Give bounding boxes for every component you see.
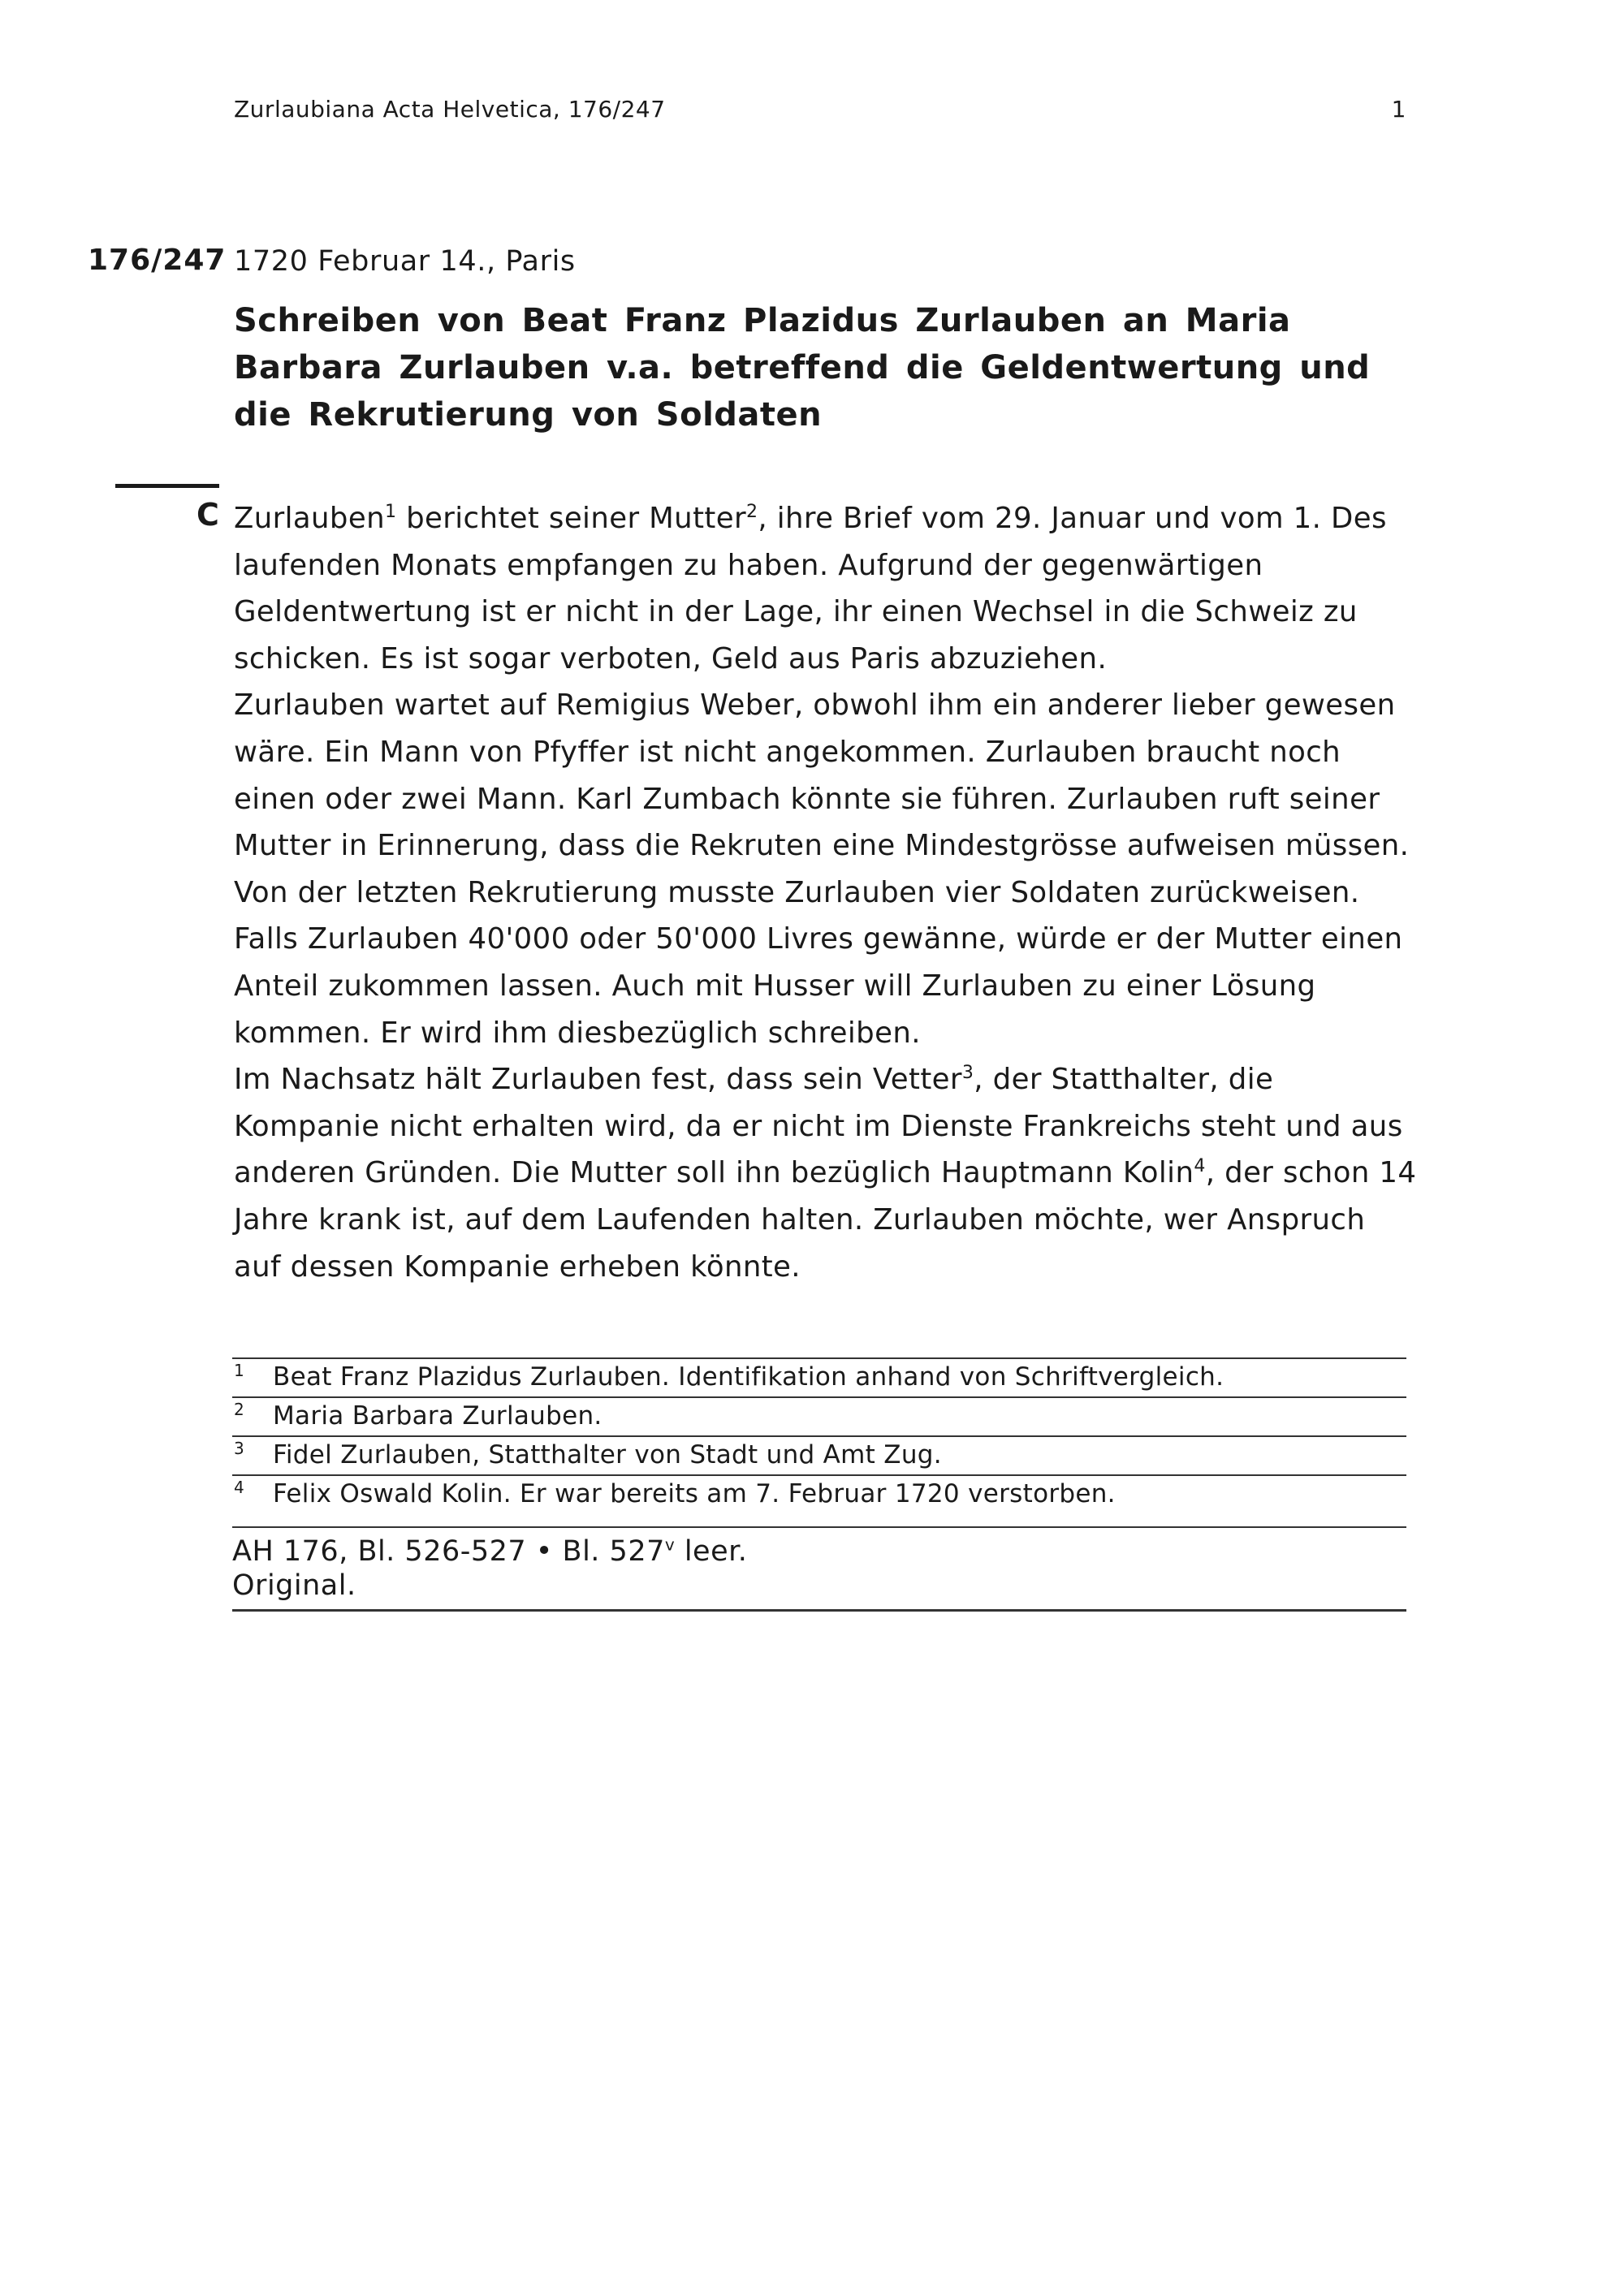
footnote (232, 1435, 1406, 1474)
footnote-number: 3 (234, 1439, 245, 1458)
document-title: Schreiben von Beat Franz Plazidus Zurlauben an Maria Barbara Zurlauben v.a. betreffend die Geldentwertung und die Rekrutierung von Soldaten (234, 302, 1371, 434)
footnote (232, 1474, 1406, 1513)
source-note: leer. (675, 1535, 748, 1568)
footnote-ref-1: 1 (385, 502, 397, 523)
footnote-ref-3: 3 (961, 1063, 974, 1084)
regest-paragraph-3 (234, 1056, 1419, 1290)
source-signature: AH 176, Bl. 526-527 • Bl. 527 (232, 1535, 665, 1568)
page-number: 1 (1391, 96, 1406, 123)
running-head (234, 96, 1406, 128)
regest-text: berichtet seiner Mutter (396, 502, 746, 535)
regest-text: , der schon 14 Jahre krank ist, auf dem Laufenden halten. Zurlauben möchte, wer Anspruch auf dessen Kompanie erheben könnte. (234, 1156, 1417, 1284)
regest-body (234, 495, 1419, 1290)
regest-text: Zurlauben (234, 502, 386, 535)
regest-paragraph-2: Zurlauben wartet auf Remigius Weber, obwohl ihm ein anderer lieber gewesen wäre. Ein Mann von Pfyffer ist nicht angekommen. Zurlauben braucht noch einen oder zwei Mann. Karl Zumbach könnte sie führen. Zurlauben ruft seiner Mutter in Erinnerung, dass die Rekruten eine Mindestgrösse aufweisen müssen. Von der letzten Rekrutierung musste Zurlauben vier Soldaten zurückweisen. Falls Zurlauben 40'000 oder 50'000 Livres gewänne, würde er der Mutter einen Anteil zukommen lassen. Auch mit Husser will Zurlauben zu einer Lösung kommen. Er wird ihm diesbezüglich schreiben. (234, 688, 1410, 1050)
source-line-1 (232, 1534, 1406, 1569)
source-reference (232, 1526, 1406, 1612)
footnote-text: Maria Barbara Zurlauben. (273, 1401, 603, 1431)
regest-paragraph-1 (234, 495, 1419, 682)
source-line-2: Original. (232, 1569, 356, 1602)
document-date-place: 1720 Februar 14., Paris (234, 245, 576, 278)
footnote-text: Beat Franz Plazidus Zurlauben. Identifikation anhand von Schriftvergleich. (273, 1362, 1224, 1392)
verso-mark: v (664, 1534, 676, 1555)
running-head-title: Zurlaubiana Acta Helvetica, 176/247 (234, 96, 666, 123)
footnote-text: Felix Oswald Kolin. Er war bereits am 7. Februar 1720 verstorben. (273, 1479, 1116, 1508)
document-number: 176/247 (88, 244, 227, 277)
margin-letter: C (197, 497, 219, 533)
footnote-number: 1 (234, 1361, 245, 1380)
footnote (232, 1396, 1406, 1435)
footnote-number: 4 (234, 1478, 245, 1497)
regest-text: Im Nachsatz hält Zurlauben fest, dass sein Vetter (234, 1063, 962, 1097)
regest-text: , der Statthalter, die Kompanie nicht erhalten wird, da er nicht im Dienste Frankreichs steht und aus anderen Gründen. Die Mutter soll ihn bezüglich Hauptmann Kolin (234, 1063, 1403, 1190)
footnote-ref-2: 2 (745, 502, 758, 523)
footnote (232, 1357, 1406, 1396)
footnote-ref-4: 4 (1194, 1156, 1206, 1177)
footnotes (232, 1357, 1406, 1513)
footnote-number: 2 (234, 1400, 245, 1419)
regest-text: , ihre Brief vom 29. Januar und vom 1. Des laufenden Monats empfangen zu haben. Aufgrund der gegenwärtigen Geldentwertung ist er nicht in der Lage, ihr einen Wechsel in die Schweiz zu schicken. Es ist sogar verboten, Geld aus Paris abzuziehen. (234, 502, 1387, 675)
footnote-text: Fidel Zurlauben, Statthalter von Stadt und Amt Zug. (273, 1440, 942, 1470)
margin-rule (115, 484, 219, 488)
